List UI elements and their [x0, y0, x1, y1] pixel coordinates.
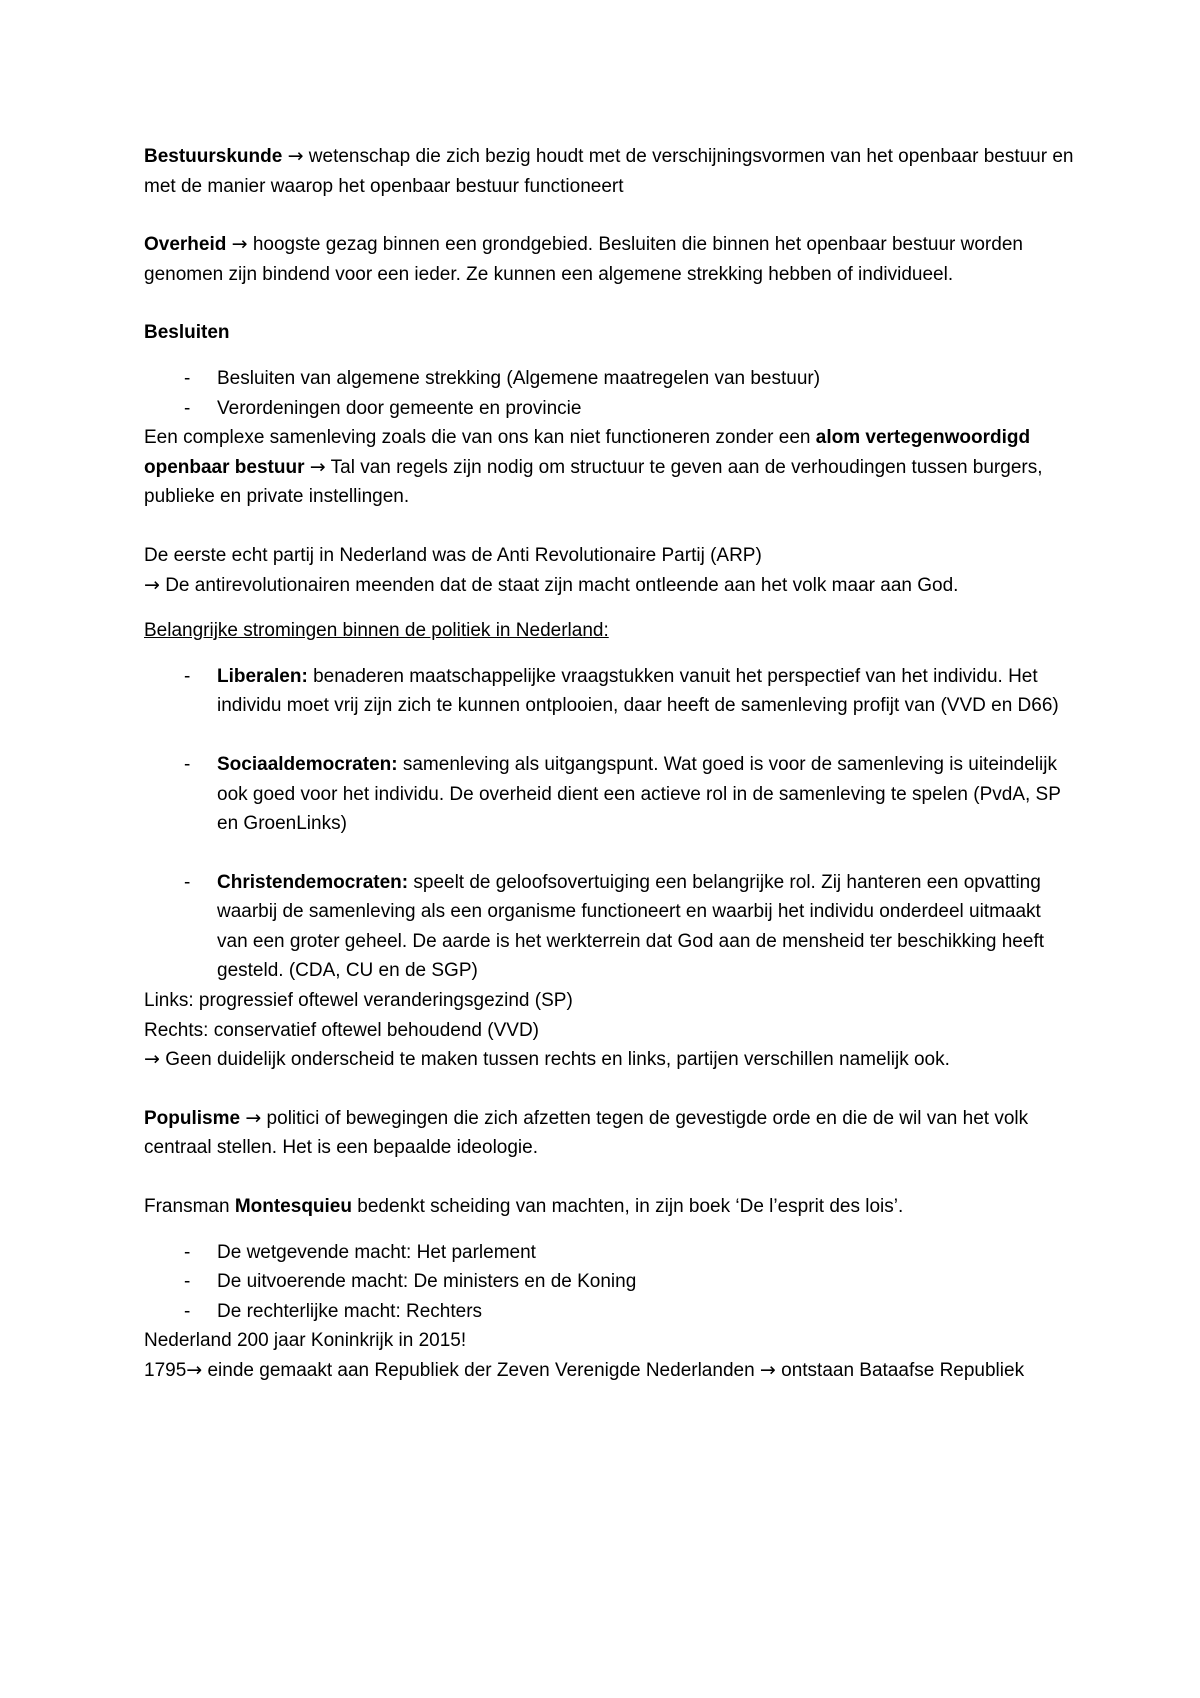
paragraph-samenleving: Een complexe samenleving zoals die van ons kan niet functioneren zonder een alom vertegenwoordigd openbaar bestuur → Tal van regels zijn nodig om structuur te geven aan de verhoudingen tussen burgers, publieke en private instellingen. — [144, 427, 1043, 508]
list-item-christendemocraten: - Christendemocraten: speelt de geloofsovertuiging een belangrijke rol. Zij hanteren een opvatting waarbij de samenleving als een organisme functioneert en waarbij het individu onderdeel uitmaakt van een groter geheel. De aarde is het werkterrein dat God aan de mensheid ter beschikking heeft gesteld. (CDA, CU en de SGP) — [144, 868, 1074, 986]
dash-bullet: - — [184, 1271, 191, 1293]
term-populisme: Populisme — [144, 1107, 241, 1129]
arrow-icon: → — [144, 573, 160, 596]
dash-bullet: - — [184, 871, 191, 893]
arrow-icon: → — [759, 1359, 776, 1381]
heading-besluiten: Besluiten — [144, 322, 230, 344]
list-item: - Verordeningen door gemeente en provincie — [144, 394, 1074, 424]
dash-bullet: - — [184, 367, 191, 389]
besluiten-list — [144, 364, 1074, 423]
definition-text: wetenschap die zich bezig houdt met de verschijningsvormen van het openbaar bestuur en met de manier waarop het openbaar bestuur functioneert — [144, 146, 1074, 197]
list-item-sociaaldemocraten: - Sociaaldemocraten: samenleving als uitgangspunt. Wat goed is voor de samenleving is uiteindelijk ook goed voor het individu. De overheid dient een actieve rol in de samenleving te spelen (PvdA, SP en GroenLinks) — [144, 750, 1074, 839]
dash-bullet: - — [184, 665, 191, 687]
arrow-icon: → — [231, 233, 248, 256]
dash-bullet: - — [184, 753, 191, 775]
list-item-liberalen: - Liberalen: benaderen maatschappelijke vraagstukken vanuit het perspectief van het individu. Het individu moet vrij zijn zich te kunnen ontplooien, daar heeft de samenleving profijt van (VVD en D66) — [144, 662, 1074, 721]
list-item: - De wetgevende macht: Het parlement — [144, 1238, 1074, 1268]
paragraph-links-rechts: Links: progressief oftewel veranderingsgezind (SP) Rechts: conservatief oftewel behoudend (VVD) → Geen duidelijk onderscheid te maken tussen rechts en links, partijen verschillen namelijk ook. — [144, 990, 950, 1071]
paragraph-koninkrijk: Nederland 200 jaar Koninkrijk in 2015! 1795→ einde gemaakt aan Republiek der Zeven Verenigde Nederlanden → ontstaan Bataafse Republiek — [144, 1330, 1025, 1381]
paragraph-bestuurskunde — [144, 142, 1074, 201]
arrow-icon: → — [287, 145, 304, 167]
list-item: - De uitvoerende macht: De ministers en de Koning — [144, 1267, 1074, 1297]
paragraph-populisme: Populisme → politici of bewegingen die zich afzetten tegen de gevestigde orde en die de wil van het volk centraal stellen. Het is een bepaalde ideologie. — [144, 1106, 1029, 1159]
definition-text: hoogste gezag binnen een grondgebied. Besluiten die binnen het openbaar bestuur worden genomen zijn bindend voor een ieder. Ze kunnen een algemene strekking hebben of individueel. — [144, 234, 1023, 285]
stromingen-list — [144, 662, 1074, 986]
arrow-icon: → — [186, 1359, 203, 1381]
arrow-icon: → — [309, 455, 326, 478]
machten-list — [144, 1238, 1074, 1327]
term-bestuurskunde: Bestuurskunde — [144, 146, 283, 167]
paragraph-arp: De eerste echt partij in Nederland was de Anti Revolutionaire Partij (ARP) → De antirevolutionairen meenden dat de staat zijn macht ontleende aan het volk maar aan God. — [144, 544, 959, 596]
dash-bullet: - — [184, 1300, 191, 1322]
arrow-icon: → — [144, 1048, 160, 1071]
dash-bullet: - — [184, 1241, 191, 1263]
arrow-icon: → — [245, 1106, 262, 1129]
paragraph-montesquieu: Fransman Montesquieu bedenkt scheiding van machten, in zijn boek ‘De l’esprit des lois’. — [144, 1196, 904, 1218]
term-overheid: Overheid — [144, 234, 227, 256]
document-body — [144, 142, 1074, 1386]
list-item: - Besluiten van algemene strekking (Algemene maatregelen van bestuur) — [144, 364, 1074, 394]
dash-bullet: - — [184, 397, 191, 419]
paragraph-overheid — [144, 230, 1074, 289]
heading-stromingen: Belangrijke stromingen binnen de politiek in Nederland: — [144, 620, 609, 642]
list-item: - De rechterlijke macht: Rechters — [144, 1297, 1074, 1327]
